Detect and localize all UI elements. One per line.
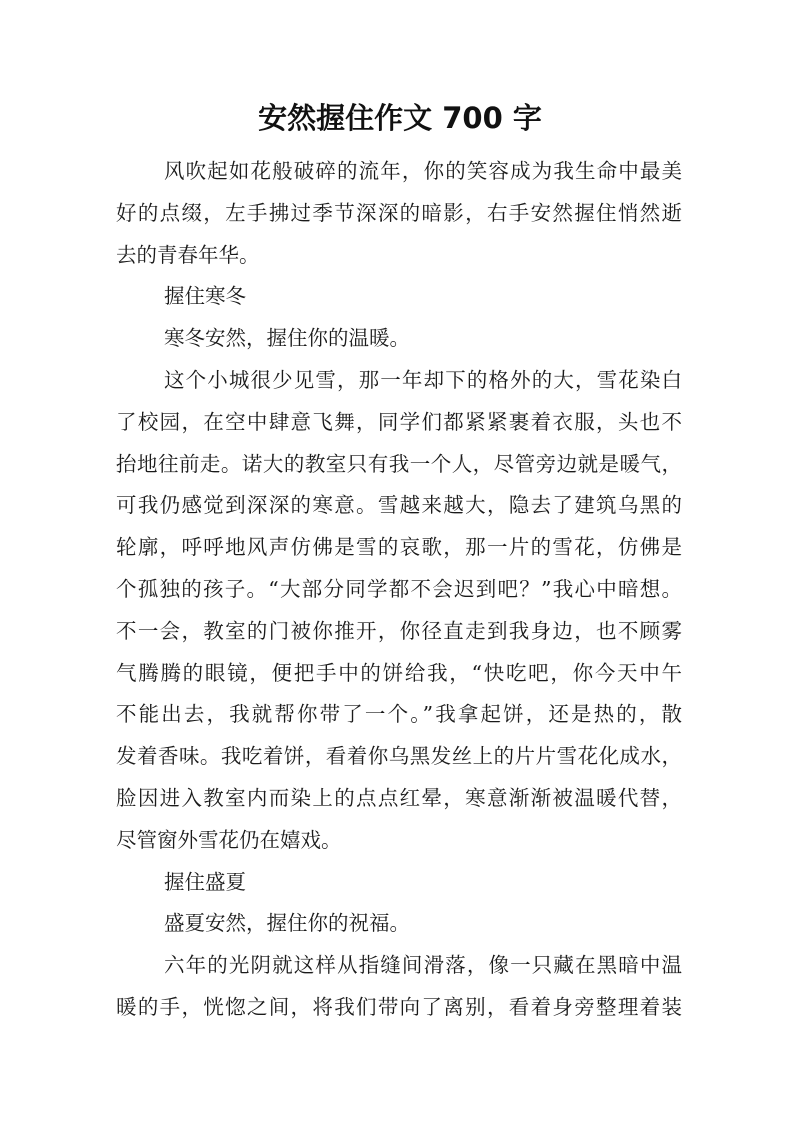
text-line: 抬地往前走。诺大的教室只有我一个人，尽管旁边就是暖气， [116,451,682,476]
essay-body [116,151,682,1029]
text-line: 好的点缀，左手拂过季节深深的暗影，右手安然握住悄然逝 [116,200,682,225]
text-line: 个孤独的孩子。“大部分同学都不会迟到吧？”我心中暗想。 [116,576,682,601]
text-line: 寒冬安然，握住你的温暖。 [164,326,410,351]
text-line: 轮廓，呼呼地风声仿佛是雪的哀歌，那一片的雪花，仿佛是 [116,535,682,560]
text-line: 握住盛夏 [164,869,246,894]
text-line: 暖的手，恍惚之间，将我们带向了离别，看着身旁整理着装 [116,994,682,1019]
text-line: 可我仍感觉到深深的寒意。雪越来越大，隐去了建筑乌黑的 [116,493,682,518]
text-line: 不能出去，我就帮你带了一个。”我拿起饼，还是热的，散 [116,702,682,727]
text-line: 不一会，教室的门被你推开，你径直走到我身边，也不顾雾 [116,618,682,643]
text-line: 脸因进入教室内而染上的点点红晕，寒意渐渐被温暖代替， [116,785,682,810]
text-line: 了校园，在空中肆意飞舞，同学们都紧紧裹着衣服，头也不 [116,409,682,434]
text-line: 去的青春年华。 [116,242,260,267]
text-line: 握住寒冬 [164,284,246,309]
text-line: 这个小城很少见雪，那一年却下的格外的大，雪花染白 [164,367,682,392]
text-line: 气腾腾的眼镜，便把手中的饼给我，“快吃吧，你今天中午 [116,660,682,685]
text-line: 风吹起如花般破碎的流年，你的笑容成为我生命中最美 [164,159,682,183]
document-title: 安然握住作文 700 字 [258,101,542,135]
text-line: 六年的光阴就这样从指缝间滑落，像一只藏在黑暗中温 [164,953,682,978]
text-line: 盛夏安然，握住你的祝福。 [164,911,410,936]
text-line: 发着香味。我吃着饼，看着你乌黑发丝上的片片雪花化成水， [116,744,682,769]
text-line: 尽管窗外雪花仍在嬉戏。 [116,827,342,852]
